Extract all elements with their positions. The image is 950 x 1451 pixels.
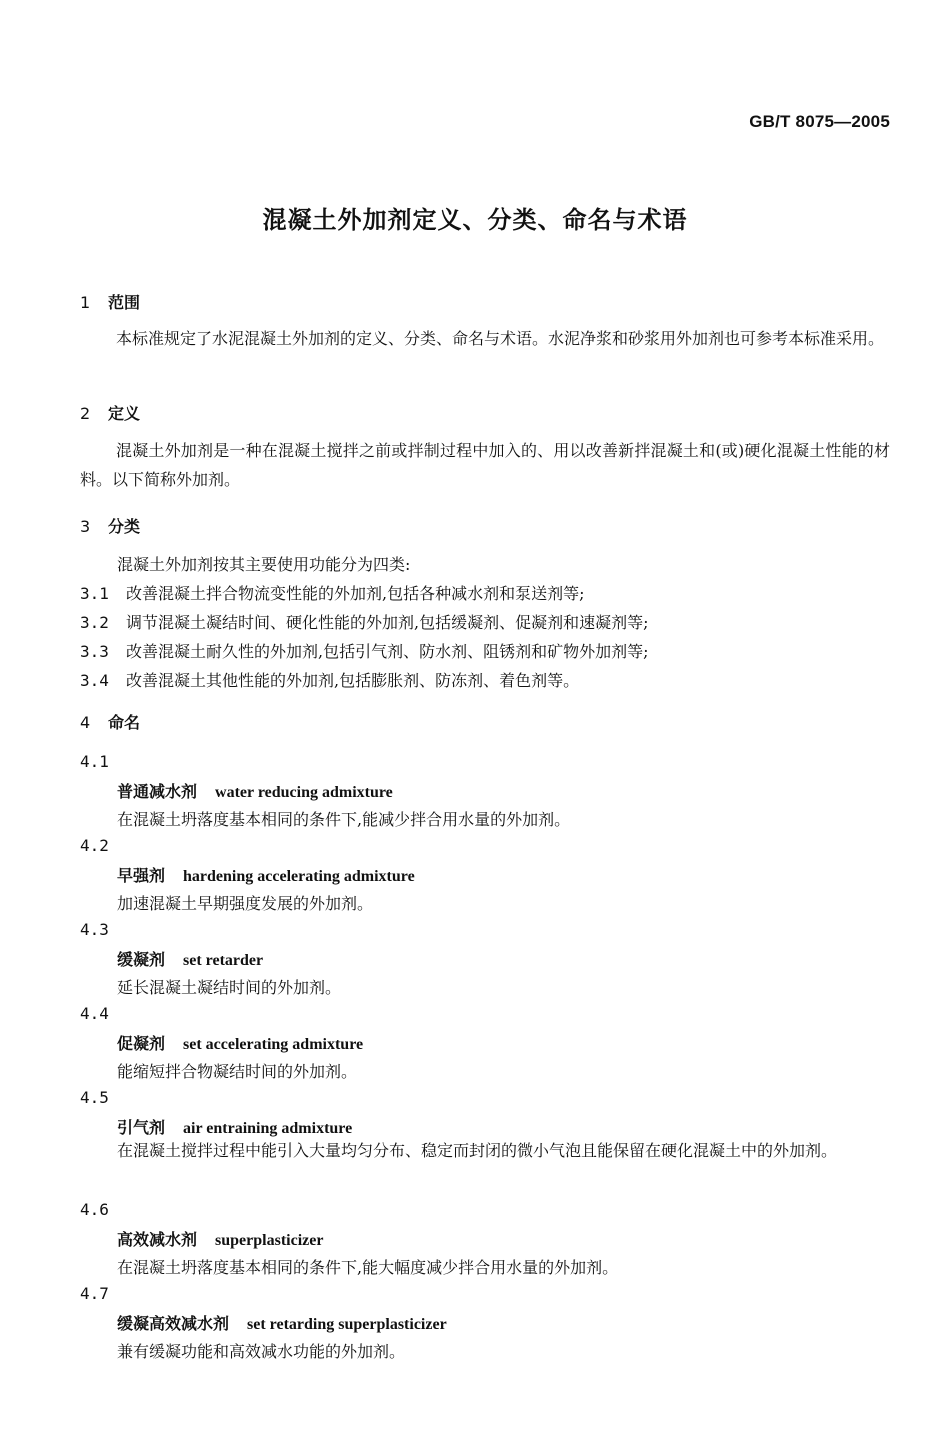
term-number: 4.7 [80, 1284, 109, 1303]
term-definition: 兼有缓凝功能和高效减水功能的外加剂。 [117, 1342, 406, 1361]
section-body-definition: 混凝土外加剂是一种在混凝土搅拌之前或拌制过程中加入的、用以改善新拌混凝土和(或)硬化混凝土性能的材料。以下简称外加剂。 [80, 441, 890, 489]
term-en: hardening accelerating admixture [183, 868, 415, 885]
term-en: set accelerating admixture [183, 1036, 364, 1053]
section-number: 2 [80, 404, 91, 423]
term-zh: 高效减水剂 [117, 1230, 198, 1249]
section-number: 3 [80, 517, 91, 536]
term-number: 4.3 [80, 920, 109, 939]
section-number: 4 [80, 713, 91, 732]
term-definition: 在混凝土坍落度基本相同的条件下,能减少拌合用水量的外加剂。 [117, 810, 571, 829]
section-title: 分类 [108, 517, 141, 536]
list-item [80, 639, 648, 662]
term-number: 4.4 [80, 1004, 109, 1023]
term-zh: 缓凝剂 [117, 950, 166, 969]
term-zh: 缓凝高效减水剂 [117, 1314, 230, 1333]
list-item [80, 610, 648, 633]
term-name [117, 1031, 363, 1054]
item-text: 改善混凝土耐久性的外加剂,包括引气剂、防水剂、阻锈剂和矿物外加剂等; [126, 642, 649, 661]
term-definition: 加速混凝土早期强度发展的外加剂。 [117, 894, 374, 913]
list-item [80, 581, 584, 604]
item-number: 3.2 [80, 613, 109, 632]
item-text: 改善混凝土拌合物流变性能的外加剂,包括各种减水剂和泵送剂等; [126, 584, 585, 603]
term-definition: 延长混凝土凝结时间的外加剂。 [117, 978, 342, 997]
term-definition: 能缩短拌合物凝结时间的外加剂。 [117, 1062, 358, 1081]
term-number: 4.5 [80, 1088, 109, 1107]
item-text: 改善混凝土其他性能的外加剂,包括膨胀剂、防冻剂、着色剂等。 [126, 671, 580, 690]
term-en: water reducing admixture [215, 784, 393, 801]
term-name [117, 947, 263, 970]
section-heading-scope [80, 290, 140, 313]
term-zh: 促凝剂 [117, 1034, 166, 1053]
standard-code: GB/T 8075—2005 [749, 112, 890, 131]
term-en: set retarder [183, 952, 264, 969]
section-title: 定义 [108, 404, 141, 423]
list-item [80, 668, 579, 691]
term-name [117, 863, 415, 886]
term-en: air entraining admixture [183, 1120, 353, 1137]
term-definition: 在混凝土坍落度基本相同的条件下,能大幅度减少拌合用水量的外加剂。 [117, 1258, 619, 1277]
section-title: 命名 [108, 713, 141, 732]
item-text: 调节混凝土凝结时间、硬化性能的外加剂,包括缓凝剂、促凝剂和速凝剂等; [126, 613, 649, 632]
classification-intro: 混凝土外加剂按其主要使用功能分为四类: [117, 555, 411, 574]
term-zh: 引气剂 [117, 1118, 166, 1137]
term-number: 4.2 [80, 836, 109, 855]
item-number: 3.4 [80, 671, 109, 690]
item-number: 3.3 [80, 642, 109, 661]
section-heading-naming [80, 710, 140, 733]
term-name [117, 1227, 323, 1250]
term-zh: 普通减水剂 [117, 782, 198, 801]
term-definition: 在混凝土搅拌过程中能引入大量均匀分布、稳定而封闭的微小气泡且能保留在硬化混凝土中的外加剂。 [117, 1141, 838, 1160]
section-heading-definition [80, 401, 140, 424]
term-number: 4.6 [80, 1200, 109, 1219]
term-name [117, 1115, 352, 1138]
document-title: 混凝土外加剂定义、分类、命名与术语 [262, 206, 688, 234]
term-number: 4.1 [80, 752, 109, 771]
section-title: 范围 [108, 293, 141, 312]
term-en: set retarding superplasticizer [247, 1316, 447, 1333]
section-heading-classification [80, 514, 140, 537]
section-body-scope: 本标准规定了水泥混凝土外加剂的定义、分类、命名与术语。水泥净浆和砂浆用外加剂也可参考本标准采用。 [116, 329, 885, 348]
section-number: 1 [80, 293, 91, 312]
term-zh: 早强剂 [117, 866, 166, 885]
item-number: 3.1 [80, 584, 109, 603]
term-en: superplasticizer [215, 1232, 324, 1249]
term-name [117, 779, 393, 802]
term-name [117, 1311, 447, 1334]
